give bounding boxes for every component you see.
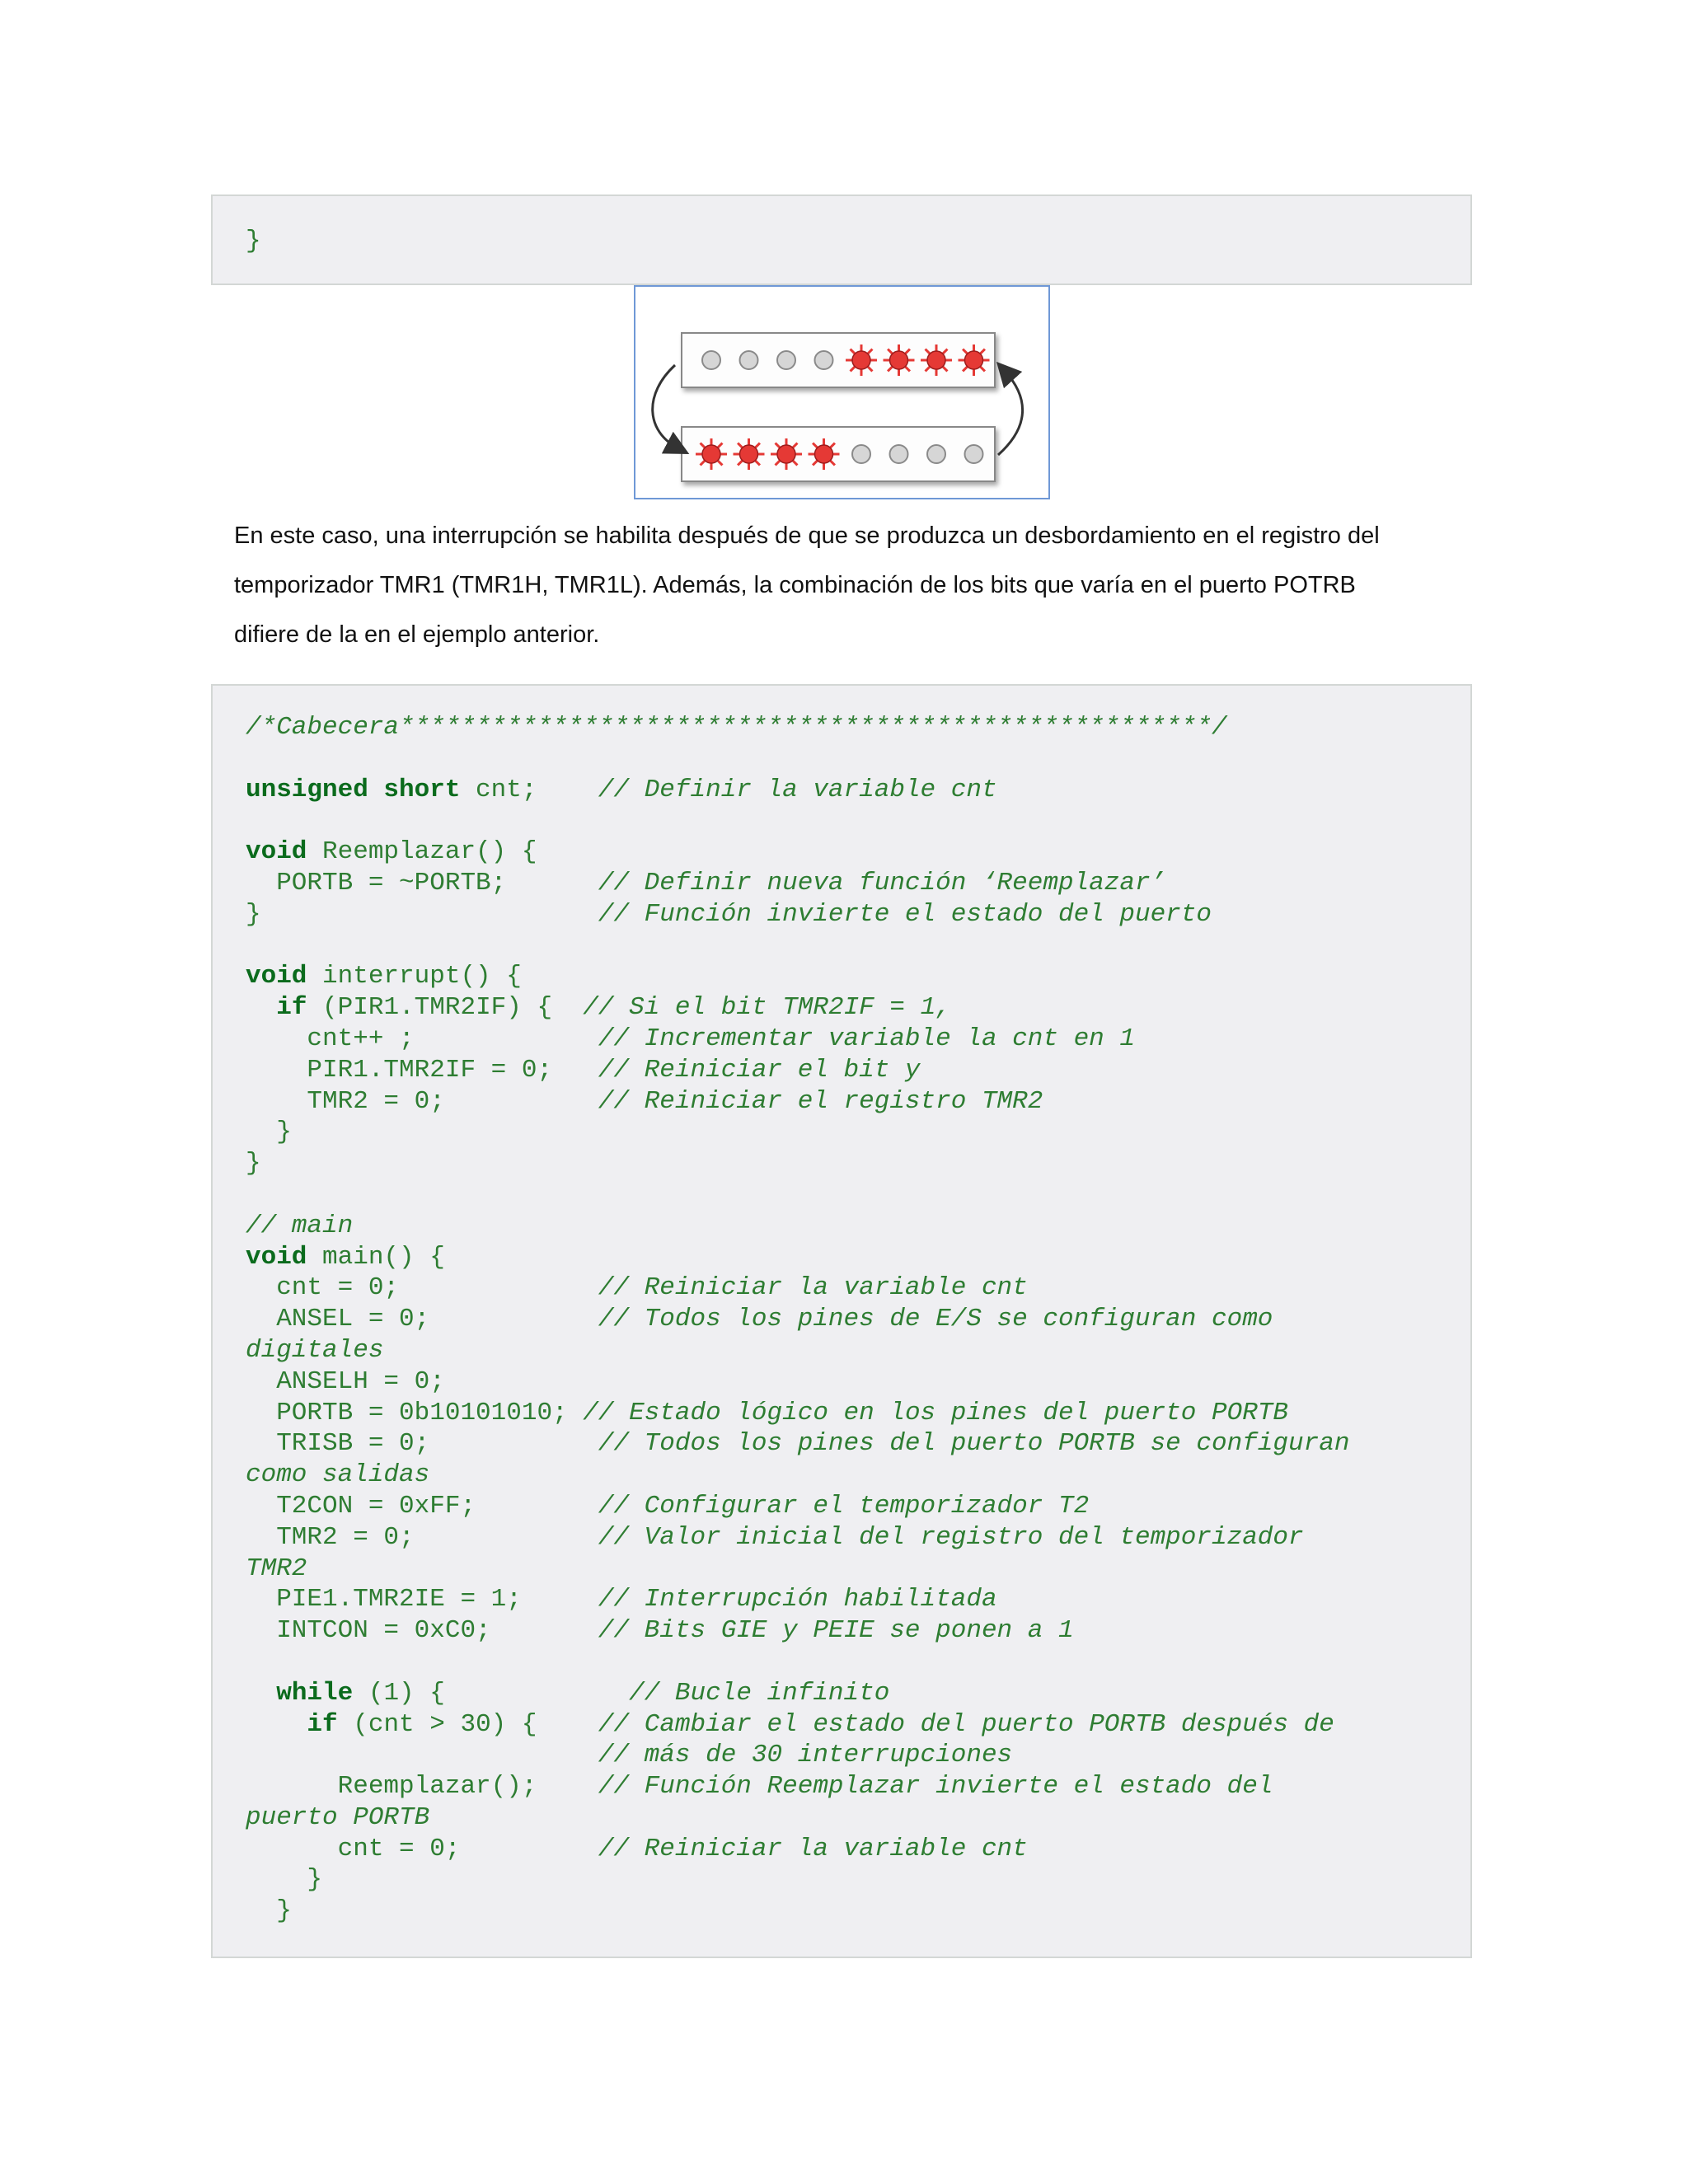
code-text: INTCON = 0xC0; bbox=[246, 1616, 598, 1646]
code-text: TMR2 = 0; bbox=[246, 1522, 598, 1552]
code-comment: // Función Reemplazar invierte el estado del bbox=[598, 1772, 1273, 1802]
code-text: ANSELH = 0; bbox=[246, 1366, 445, 1396]
code-comment: // Configurar el temporizador T2 bbox=[598, 1491, 1090, 1521]
code-block-main bbox=[211, 684, 1472, 1958]
code-comment: /*Cabecera*****************************************************/ bbox=[246, 713, 1227, 742]
code-main-text bbox=[246, 712, 1349, 1927]
code-line bbox=[246, 1896, 1349, 1927]
code-line: } bbox=[246, 227, 261, 255]
led-off-icon bbox=[927, 445, 945, 463]
code-text: } bbox=[246, 1118, 292, 1147]
code-line bbox=[246, 1615, 1349, 1647]
code-line bbox=[246, 1740, 1349, 1771]
code-text bbox=[246, 1741, 598, 1769]
code-text: PORTB = ~PORTB; bbox=[246, 868, 598, 898]
code-line bbox=[246, 1678, 1349, 1709]
code-text: } bbox=[246, 1149, 261, 1179]
code-text: (1) { bbox=[353, 1678, 630, 1708]
code-line bbox=[246, 1272, 1349, 1304]
code-keyword: void bbox=[246, 962, 307, 991]
code-text: Reemplazar(); bbox=[246, 1772, 598, 1802]
led-on-icon bbox=[921, 344, 952, 376]
code-comment: // más de 30 interrupciones bbox=[598, 1741, 1013, 1770]
code-text: cnt = 0; bbox=[246, 1273, 598, 1303]
code-text: cnt = 0; bbox=[246, 1834, 598, 1863]
code-line bbox=[246, 1335, 1349, 1366]
led-off-icon bbox=[740, 351, 758, 369]
paragraph-line: difiere de la en el ejemplo anterior. bbox=[234, 621, 600, 648]
arrow-left-icon bbox=[653, 365, 678, 448]
code-text: (PIR1.TMR2IF) { bbox=[307, 993, 584, 1023]
code-text bbox=[246, 1679, 276, 1708]
code-text bbox=[246, 1710, 307, 1739]
led-on-icon bbox=[734, 438, 765, 470]
code-comment: // Bits GIE y PEIE se ponen a 1 bbox=[598, 1616, 1074, 1646]
code-text: (cnt > 30) { bbox=[337, 1709, 598, 1739]
code-text: T2CON = 0xFF; bbox=[246, 1491, 598, 1521]
code-line bbox=[246, 1242, 1349, 1273]
code-line bbox=[246, 899, 1349, 930]
led-on-icon bbox=[809, 438, 840, 470]
code-keyword: if bbox=[307, 1709, 338, 1739]
code-line bbox=[246, 1304, 1349, 1335]
arrow-right-icon bbox=[998, 371, 1023, 455]
code-line bbox=[246, 1179, 1349, 1211]
code-line bbox=[246, 1117, 1349, 1148]
code-line bbox=[246, 1460, 1349, 1491]
body-paragraph bbox=[234, 511, 1470, 659]
code-text: TRISB = 0; bbox=[246, 1429, 598, 1459]
code-comment: // Cambiar el estado del puerto PORTB después de bbox=[598, 1709, 1334, 1739]
code-line bbox=[246, 1802, 1349, 1834]
code-comment: // Reiniciar el bit y bbox=[598, 1055, 921, 1085]
code-line bbox=[246, 775, 1349, 806]
led-toggle-figure bbox=[634, 285, 1050, 499]
code-line bbox=[246, 712, 1349, 743]
led-off-icon bbox=[852, 445, 870, 463]
code-line bbox=[246, 1771, 1349, 1802]
code-keyword: while bbox=[276, 1678, 354, 1708]
code-top-text bbox=[246, 226, 261, 257]
code-comment: // main bbox=[246, 1211, 354, 1240]
code-line bbox=[246, 1428, 1349, 1460]
code-comment: digitales bbox=[246, 1335, 384, 1365]
code-comment: // Incrementar variable la cnt en 1 bbox=[598, 1024, 1135, 1053]
led-on-icon bbox=[959, 344, 990, 376]
led-diagram bbox=[635, 287, 1052, 501]
code-comment: // Reiniciar el registro TMR2 bbox=[598, 1086, 1043, 1116]
code-comment: TMR2 bbox=[246, 1554, 307, 1583]
code-comment: puerto PORTB bbox=[246, 1802, 430, 1832]
led-on-icon bbox=[696, 438, 727, 470]
led-off-icon bbox=[702, 351, 720, 369]
code-line bbox=[246, 1398, 1349, 1429]
code-line bbox=[246, 1522, 1349, 1554]
code-text: interrupt() { bbox=[307, 962, 522, 991]
code-comment: // Estado lógico en los pines del puerto PORTB bbox=[583, 1398, 1289, 1427]
paragraph-line: temporizador TMR1 (TMR1H, TMR1L). Además, la combinación de los bits que varía en el puerto POTRB bbox=[234, 572, 1356, 598]
led-off-icon bbox=[890, 445, 908, 463]
code-keyword: void bbox=[246, 837, 307, 867]
code-text: TMR2 = 0; bbox=[246, 1086, 598, 1116]
code-line bbox=[246, 1554, 1349, 1585]
code-text: PIE1.TMR2IE = 1; bbox=[246, 1585, 598, 1615]
code-line bbox=[246, 1055, 1349, 1086]
code-keyword: if bbox=[276, 993, 307, 1023]
code-comment: // Reiniciar la variable cnt bbox=[598, 1834, 1028, 1863]
led-on-icon bbox=[846, 344, 877, 376]
code-comment: // Valor inicial del registro del temporizador bbox=[598, 1522, 1304, 1552]
code-comment: // Reiniciar la variable cnt bbox=[598, 1273, 1028, 1303]
code-text: cnt; bbox=[460, 775, 598, 804]
code-text: Reemplazar() { bbox=[307, 837, 537, 867]
code-line bbox=[246, 1584, 1349, 1615]
code-line bbox=[246, 1211, 1349, 1242]
code-comment: // Interrupción habilitada bbox=[598, 1585, 997, 1615]
code-line bbox=[246, 743, 1349, 775]
code-line bbox=[246, 1834, 1349, 1865]
code-comment: // Todos los pines del puerto PORTB se configuran bbox=[598, 1429, 1350, 1459]
code-text: main() { bbox=[307, 1242, 445, 1272]
code-comment: // Si el bit TMR2IF = 1, bbox=[583, 993, 951, 1023]
led-off-icon bbox=[815, 351, 833, 369]
code-line bbox=[246, 1491, 1349, 1522]
code-comment: // Función invierte el estado del puerto bbox=[598, 899, 1212, 929]
code-line bbox=[246, 837, 1349, 868]
code-line bbox=[246, 868, 1349, 899]
code-text bbox=[246, 993, 276, 1022]
code-comment: // Todos los pines de E/S se configuran como bbox=[598, 1305, 1273, 1334]
code-line bbox=[246, 1086, 1349, 1118]
code-comment: // Bucle infinito bbox=[629, 1678, 890, 1708]
code-line bbox=[246, 1148, 1349, 1179]
code-line bbox=[246, 805, 1349, 837]
code-line bbox=[246, 1709, 1349, 1741]
code-comment: // Definir la variable cnt bbox=[598, 775, 997, 804]
code-text: cnt++ ; bbox=[246, 1024, 598, 1053]
code-line bbox=[246, 1366, 1349, 1398]
code-text: ANSEL = 0; bbox=[246, 1305, 598, 1334]
code-line bbox=[246, 992, 1349, 1024]
code-line bbox=[246, 1864, 1349, 1896]
code-text: } bbox=[246, 1896, 292, 1926]
code-line bbox=[246, 930, 1349, 962]
code-keyword: unsigned short bbox=[246, 775, 461, 804]
code-text: } bbox=[246, 1865, 323, 1895]
code-text: } bbox=[246, 899, 598, 929]
led-off-icon bbox=[777, 351, 795, 369]
code-comment: // Definir nueva función ‘Reemplazar’ bbox=[598, 868, 1166, 898]
led-on-icon bbox=[884, 344, 915, 376]
code-text: PIR1.TMR2IF = 0; bbox=[246, 1055, 598, 1085]
code-keyword: void bbox=[246, 1242, 307, 1272]
code-block-top bbox=[211, 194, 1472, 285]
code-line bbox=[246, 961, 1349, 992]
code-text: PORTB = 0b10101010; bbox=[246, 1398, 584, 1427]
led-on-icon bbox=[771, 438, 802, 470]
led-off-icon bbox=[965, 445, 983, 463]
code-comment: como salidas bbox=[246, 1460, 430, 1490]
code-line bbox=[246, 1024, 1349, 1055]
code-line bbox=[246, 1647, 1349, 1678]
paragraph-line: En este caso, una interrupción se habilita después de que se produzca un desbordamiento en el registro del bbox=[234, 523, 1380, 549]
